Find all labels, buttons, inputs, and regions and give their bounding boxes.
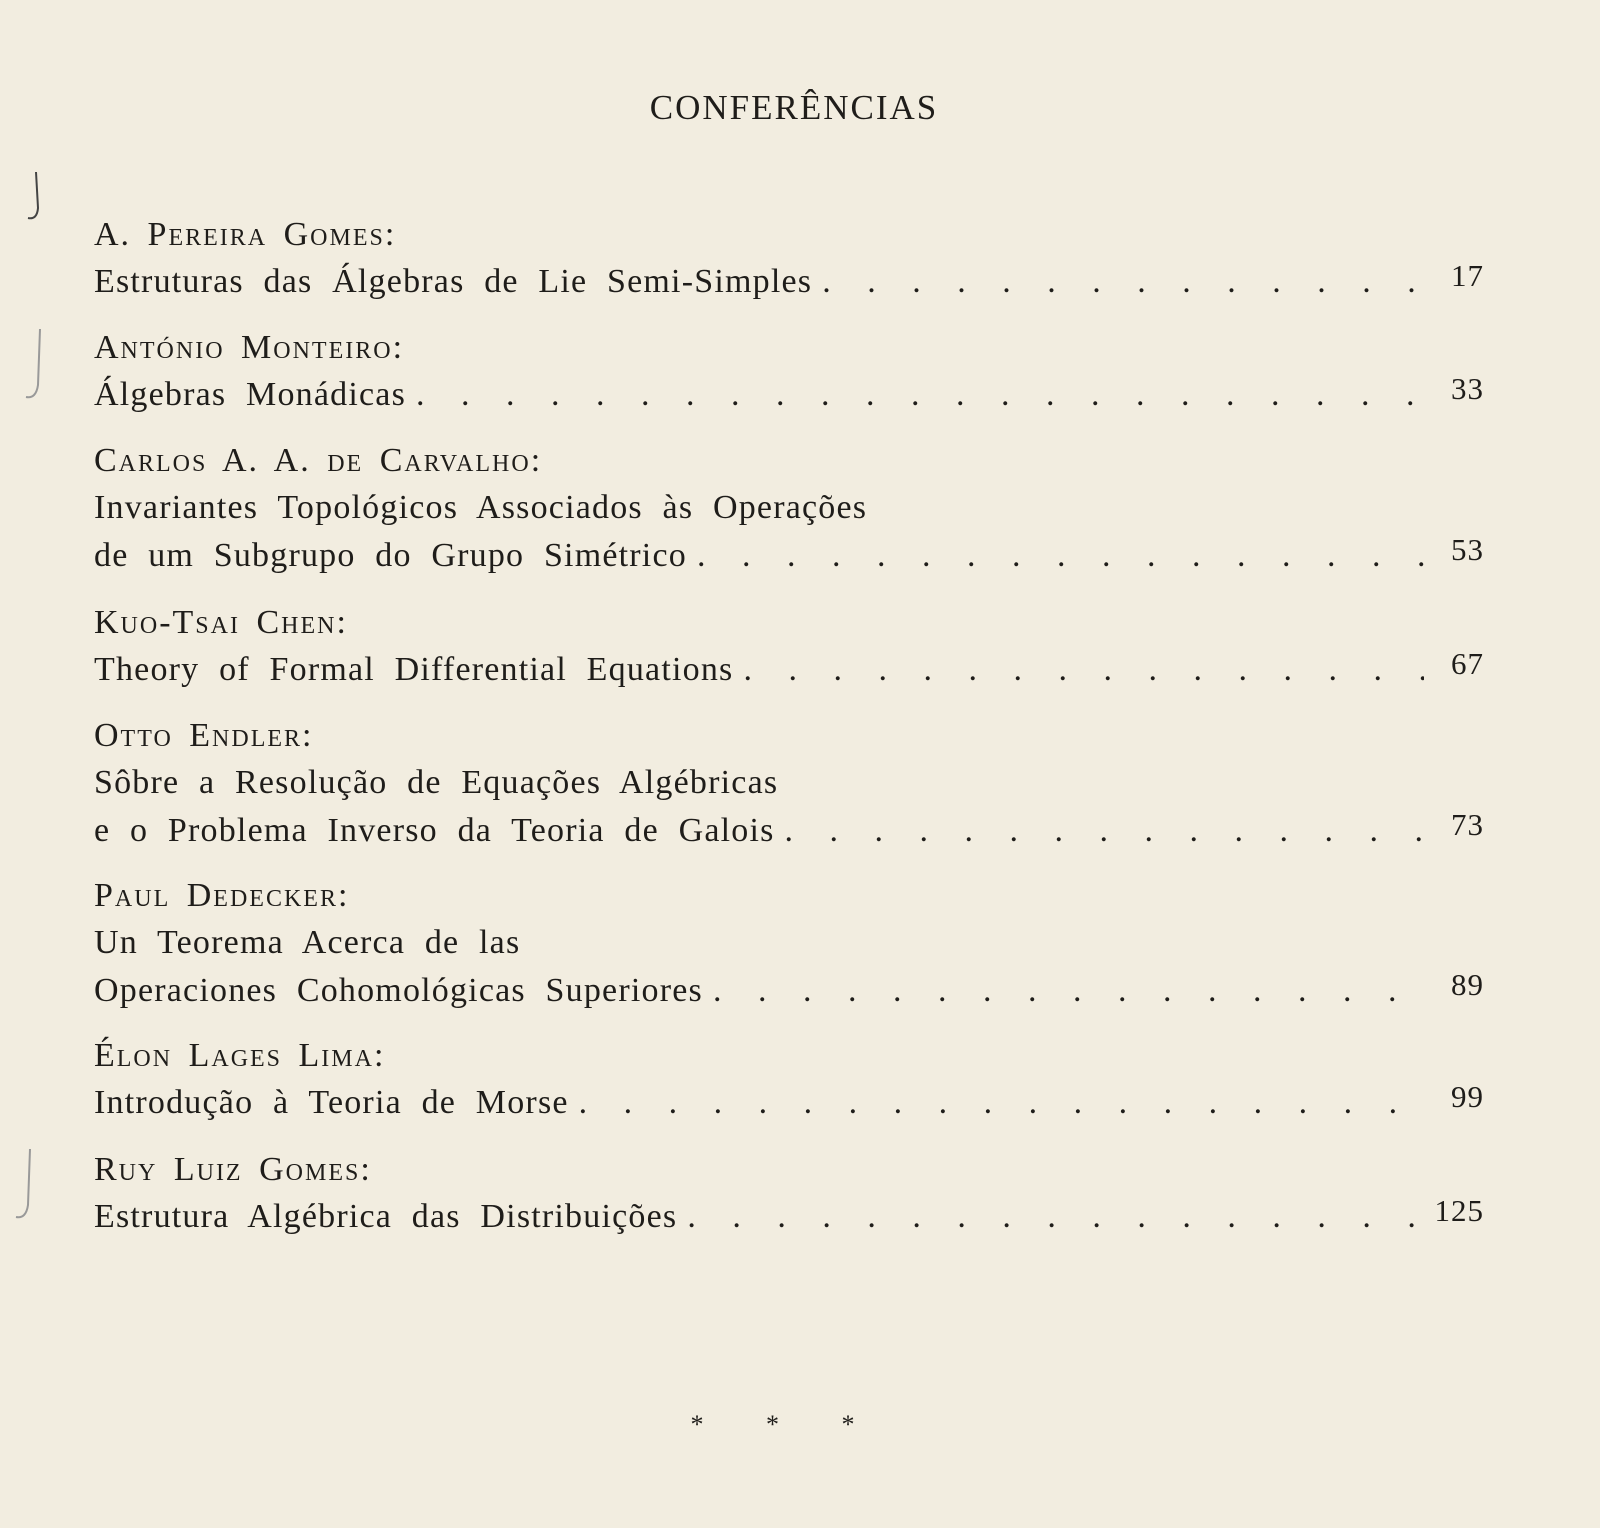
entry-author: Paul Dedecker: [94, 877, 350, 914]
entry-author: Kuo-Tsai Chen: [94, 604, 348, 641]
dot-leader [687, 1193, 1424, 1241]
entry-title-line [94, 919, 1484, 967]
toc-entry [94, 325, 1484, 419]
entry-author: António Monteiro: [94, 329, 405, 366]
dot-leader [822, 258, 1424, 306]
entry-title: e o Problema Inverso da Teoria de Galois [94, 812, 775, 849]
entry-title-line [94, 371, 1484, 419]
toc-entry [94, 212, 1484, 306]
page-number: 33 [1451, 371, 1484, 406]
toc-entry [94, 438, 1484, 580]
dot-leader [743, 646, 1424, 694]
page-number: 67 [1451, 646, 1484, 681]
page-number: 53 [1451, 532, 1484, 567]
entry-title-line [94, 1079, 1484, 1127]
toc-entry [94, 600, 1484, 694]
entry-title: Álgebras Monádicas [94, 376, 407, 413]
ornament-stars: * * * [690, 1410, 855, 1439]
page-number: 89 [1451, 967, 1484, 1002]
entry-title: Estruturas das Álgebras de Lie Semi-Simples [94, 263, 813, 300]
entry-title-line [94, 807, 1484, 855]
entry-title-line [94, 258, 1484, 306]
page-title: CONFERÊNCIAS [649, 88, 939, 127]
entry-title: Sôbre a Resolução de Equações Algébricas [94, 764, 779, 801]
toc-entry [94, 1033, 1484, 1127]
entry-title-line [94, 759, 1484, 807]
entry-author: Ruy Luiz Gomes: [94, 1151, 372, 1188]
entry-author: Otto Endler: [94, 717, 314, 754]
entry-title: Estrutura Algébrica das Distribuições [94, 1198, 678, 1235]
page-number: 73 [1451, 807, 1484, 842]
dot-leader [697, 532, 1424, 580]
pencil-mark [8, 1145, 38, 1230]
entry-title-line [94, 646, 1484, 694]
entry-title-line [94, 967, 1484, 1015]
page-number: 99 [1451, 1079, 1484, 1114]
toc-entry [94, 1147, 1484, 1241]
entry-title: de um Subgrupo do Grupo Simétrico [94, 537, 687, 574]
pencil-mark [18, 168, 48, 228]
toc-entry [94, 873, 1484, 1015]
dot-leader [579, 1079, 1424, 1127]
dot-leader [713, 967, 1424, 1015]
dot-leader [785, 807, 1424, 855]
entry-title-line [94, 1193, 1484, 1241]
entry-title-line [94, 484, 1484, 532]
entry-author: Élon Lages Lima: [94, 1037, 386, 1074]
pencil-mark [18, 325, 48, 410]
entry-title-line [94, 532, 1484, 580]
toc-entry [94, 713, 1484, 855]
page-number: 17 [1451, 258, 1484, 293]
entry-title: Theory of Formal Differential Equations [94, 651, 734, 688]
entry-author: A. Pereira Gomes: [94, 216, 397, 253]
entry-title: Introdução à Teoria de Morse [94, 1084, 569, 1121]
page-number: 125 [1434, 1193, 1484, 1228]
dot-leader [416, 371, 1424, 419]
entry-title: Operaciones Cohomológicas Superiores [94, 972, 703, 1009]
entry-author: Carlos A. A. de Carvalho: [94, 442, 543, 479]
entry-title: Un Teorema Acerca de las [94, 924, 521, 961]
entry-title: Invariantes Topológicos Associados às Operações [94, 489, 868, 526]
